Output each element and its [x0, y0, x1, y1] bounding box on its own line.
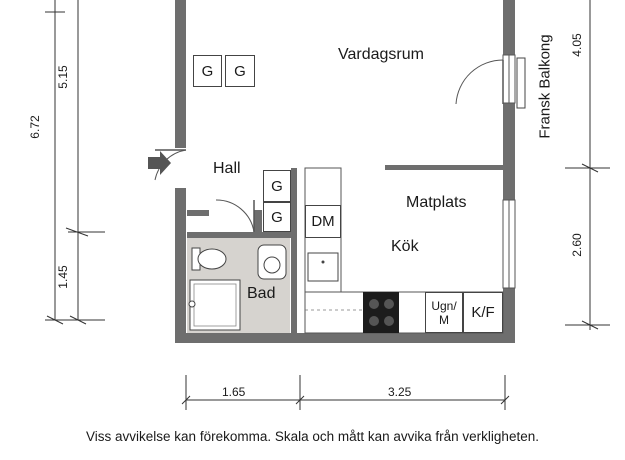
disclaimer-text: Viss avvikelse kan förekomma. Skala och mått kan avvika från verkligheten.	[86, 429, 539, 444]
fridge-freezer: K/F	[463, 292, 503, 333]
dim-bottom-right: 3.25	[388, 385, 412, 399]
room-label-vardagsrum: Vardagsrum	[338, 46, 424, 63]
balcony-rail	[517, 58, 525, 108]
west-wall-lower	[175, 188, 186, 343]
south-wall	[175, 333, 515, 343]
dim-left-lower: 1.45	[56, 265, 70, 289]
wardrobe-g: G	[225, 55, 255, 87]
partition-kitchen	[385, 165, 503, 170]
stove	[363, 292, 399, 333]
oven-microwave	[425, 292, 463, 333]
east-wall-top	[503, 0, 515, 55]
oven-label-line2: M	[439, 312, 449, 327]
east-wall-mid	[503, 103, 515, 200]
bath-wall-top	[187, 232, 297, 238]
room-label-kok: Kök	[391, 238, 419, 255]
room-label-balcony: Fransk Balkong	[536, 34, 554, 139]
entrance-arrow-icon	[148, 151, 171, 175]
kitchen-sink	[308, 253, 338, 281]
bath-sink	[258, 245, 286, 279]
dim-left-outer: 6.72	[28, 115, 42, 139]
room-label-hall: Hall	[213, 160, 241, 177]
bath-wall-right	[291, 168, 297, 335]
dim-right-upper: 4.05	[570, 33, 584, 57]
west-wall-upper	[175, 0, 186, 148]
wardrobe-g: G	[263, 202, 291, 232]
dim-left-upper: 5.15	[56, 65, 70, 89]
shower	[190, 280, 240, 330]
room-label-matplats: Matplats	[406, 194, 467, 211]
wardrobe-g: G	[193, 55, 222, 87]
wardrobe-g: G	[263, 170, 291, 202]
oven-label-line1: Ugn/	[431, 298, 457, 313]
hall-wall-left	[187, 210, 209, 216]
balcony-door-swing	[456, 60, 503, 104]
toilet-bowl	[198, 249, 226, 269]
dim-right-lower: 2.60	[570, 233, 584, 257]
dishwasher: DM	[305, 205, 341, 238]
room-label-bad: Bad	[247, 285, 276, 302]
left-dimension-lines	[45, 0, 105, 324]
dim-bottom-left: 1.65	[222, 385, 246, 399]
bathroom-door-swing	[216, 200, 254, 232]
east-wall-bottom	[503, 288, 515, 343]
